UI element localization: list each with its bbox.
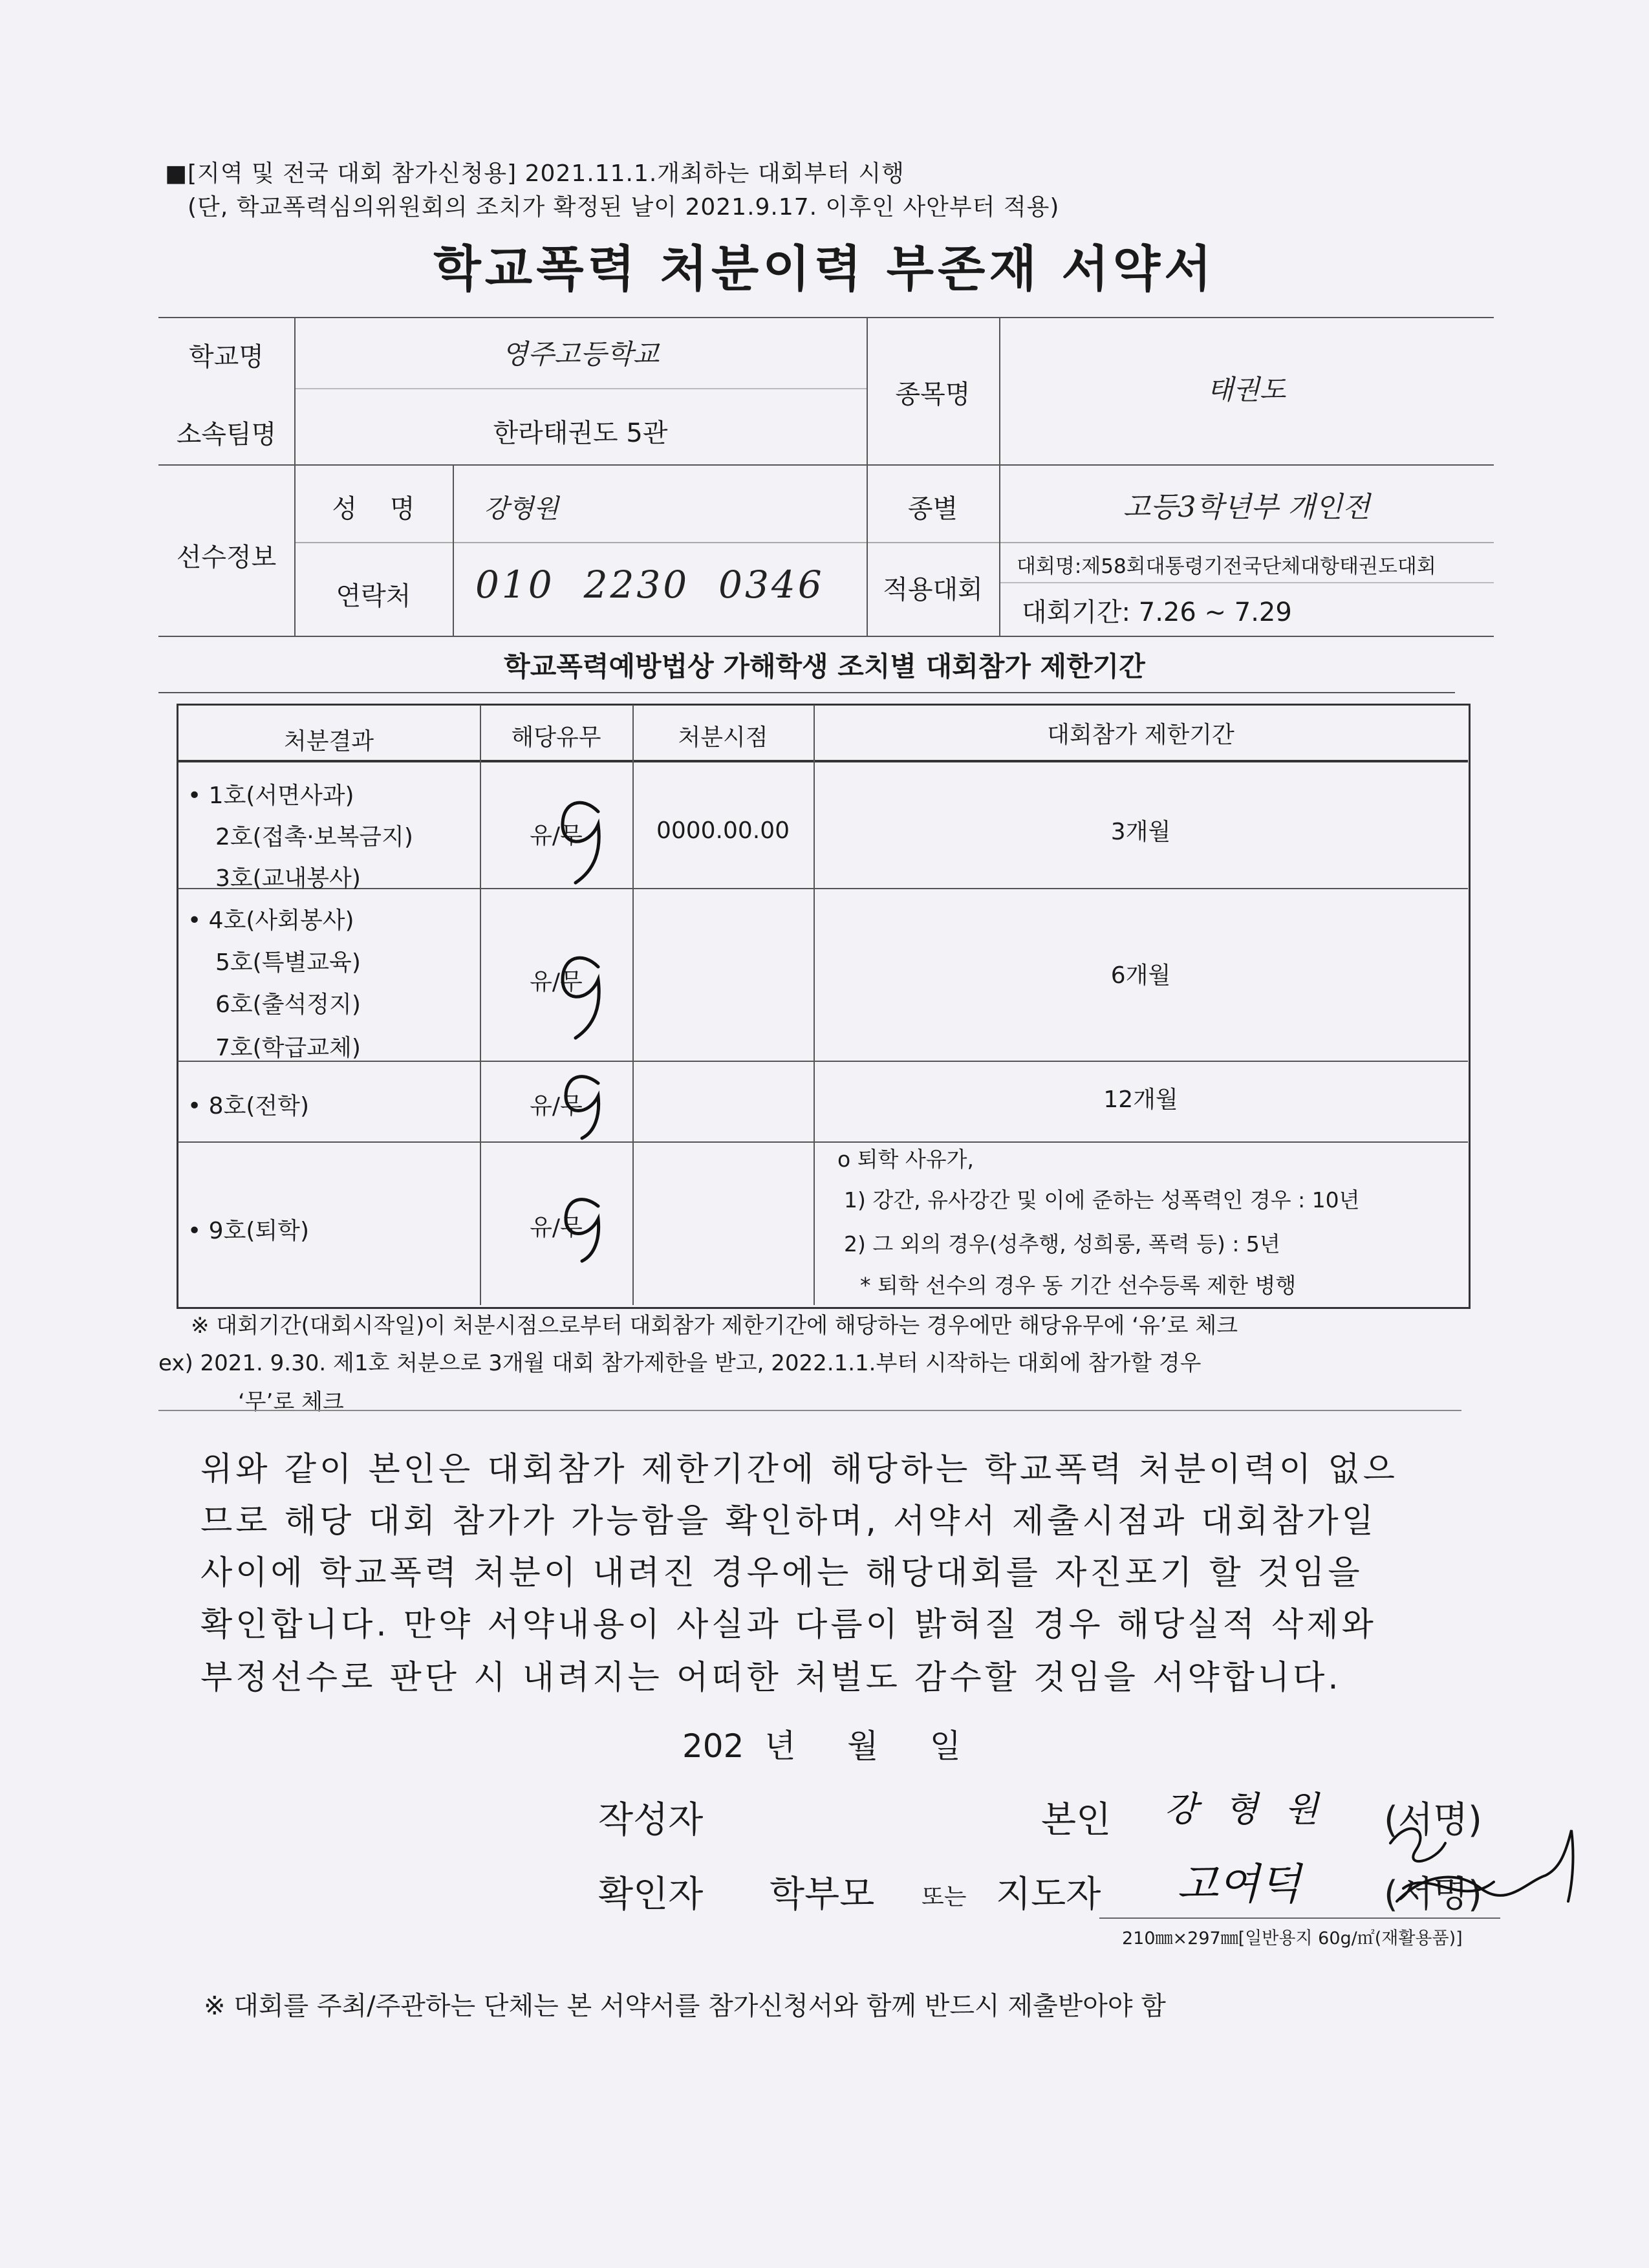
result-7: 7호(학급교체) [215, 1035, 361, 1061]
note-3: ‘무’로 체크 [238, 1389, 344, 1415]
page-title: 학교폭력 처분이력 부존재 서약서 [433, 240, 1216, 297]
result-6: 6호(출석정지) [215, 991, 361, 1018]
player-info-label: 선수정보 [176, 543, 277, 572]
result-2: 2호(접촉·보복금지) [215, 824, 413, 850]
team-value: 한라태권도 5관 [493, 418, 668, 448]
result-5: 5호(특별교육) [215, 949, 361, 976]
expulsion-reason-2: 2) 그 외의 경우(성추행, 성희롱, 폭력 등) : 5년 [844, 1231, 1280, 1257]
name-value: 강형원 [484, 494, 559, 524]
date-1: 0000.00.00 [656, 817, 790, 844]
contact-value: 010 2230 0346 [475, 563, 824, 607]
pledge-line-5: 부정선수로 판단 시 내려지는 어떠한 처벌도 감수할 것임을 서약합니다. [200, 1659, 1342, 1697]
parent-label: 학부모 [770, 1874, 875, 1916]
notice-line-2: (단, 학교폭력심의위원회의 조치가 확정된 날이 2021.9.17. 이후인 사안부터 적용) [188, 194, 1060, 221]
contact-label: 연락처 [336, 581, 411, 611]
result-9: • 9호(퇴학) [188, 1218, 309, 1244]
period-3: 12개월 [1103, 1086, 1178, 1113]
school-label: 학교명 [189, 342, 264, 372]
pledge-line-2: 므로 해당 대회 참가가 가능함을 확인하며, 서약서 제출시점과 대회참가일 [200, 1502, 1377, 1540]
header-result: 처분결과 [283, 728, 374, 755]
category-label: 종별 [907, 494, 958, 524]
result-3: 3호(교내봉사) [215, 865, 361, 892]
result-1: • 1호(서면사과) [188, 783, 354, 809]
coach-label: 지도자 [996, 1874, 1101, 1916]
date-line: 202 년 월 일 [682, 1727, 962, 1765]
confirmer-signature-name: 고여덕 [1177, 1859, 1301, 1909]
pledge-line-1: 위와 같이 본인은 대회참가 제한기간에 해당하는 학교폭력 처분이력이 없으 [200, 1451, 1398, 1489]
note-2: ex) 2021. 9.30. 제1호 처분으로 3개월 대회 참가제한을 받고, 2022.1.1.부터 시작하는 대회에 참가할 경우 [158, 1350, 1202, 1376]
check-mark-1 [563, 803, 599, 883]
self-signature-name: 강 형 원 [1164, 1789, 1326, 1830]
expulsion-reason-1: 1) 강간, 유사강간 및 이에 준하는 성폭력인 경우 : 10년 [844, 1187, 1360, 1213]
applied-competition-label: 적용대회 [883, 575, 983, 605]
result-8: • 8호(전학) [188, 1093, 309, 1119]
expulsion-reason-intro: o 퇴학 사유가, [837, 1147, 975, 1172]
team-label: 소속팀명 [176, 420, 277, 449]
event-label: 종목명 [895, 380, 971, 409]
notice-line-1: ■[지역 및 전국 대회 참가신청용] 2021.11.1.개최하는 대회부터 시행 [165, 160, 905, 187]
expulsion-note: * 퇴학 선수의 경우 동 기간 선수등록 제한 병행 [860, 1273, 1297, 1298]
school-value: 영주고등학교 [501, 338, 660, 370]
applicable-1: 유/무 [530, 823, 583, 849]
header-applicable: 해당유무 [511, 724, 601, 751]
competition-name: 대회명:제58회대통령기전국단체대항태권도대회 [1017, 555, 1436, 578]
sanction-table [177, 704, 1471, 1309]
pledge-line-4: 확인합니다. 만약 서약내용이 사실과 다름이 밝혀질 경우 해당실적 삭제와 [200, 1606, 1377, 1644]
footer-note: ※ 대회를 주최/주관하는 단체는 본 서약서를 참가신청서와 함께 반드시 제출받아야 함 [204, 1991, 1166, 2021]
signature-scribble [1384, 1804, 1584, 1934]
applicable-3: 유/무 [530, 1093, 583, 1119]
or-label: 또는 [921, 1884, 967, 1910]
check-mark-4 [566, 1200, 599, 1261]
period-1: 3개월 [1110, 819, 1171, 845]
period-2: 6개월 [1110, 962, 1171, 989]
table-subtitle: 학교폭력예방법상 가해학생 조치별 대회참가 제한기간 [504, 651, 1145, 682]
competition-period: 대회기간: 7.26 ~ 7.29 [1022, 598, 1292, 627]
sign-suffix-2: (서명) [1384, 1874, 1482, 1916]
result-4: • 4호(사회봉사) [188, 907, 354, 934]
header-date: 처분시점 [678, 724, 768, 751]
pledge-line-3: 사이에 학교폭력 처분이 내려진 경우에는 해당대회를 자진포기 할 것임을 [200, 1554, 1363, 1592]
event-value: 태권도 [1207, 374, 1286, 405]
category-value: 고등3학년부 개인전 [1123, 491, 1370, 524]
applicable-4: 유/무 [530, 1215, 583, 1241]
name-label: 성 명 [332, 494, 415, 524]
check-mark-3 [566, 1077, 599, 1138]
applicable-2: 유/무 [530, 969, 583, 995]
confirmer-label: 확인자 [598, 1874, 704, 1916]
header-period: 대회참가 제한기간 [1047, 722, 1234, 748]
self-label: 본인 [1041, 1799, 1112, 1841]
note-1: ※ 대회기간(대회시작일)이 처분시점으로부터 대회참가 제한기간에 해당하는 경우에만 해당유무에 ‘유’로 체크 [191, 1313, 1238, 1339]
sign-suffix-1: (서명) [1384, 1799, 1482, 1841]
paper-spec: 210㎜×297㎜[일반용지 60g/㎡(재활용품)] [1122, 1928, 1463, 1949]
author-label: 작성자 [598, 1799, 704, 1841]
check-mark-2 [563, 958, 599, 1038]
handwritten-check-marks [537, 786, 627, 1303]
